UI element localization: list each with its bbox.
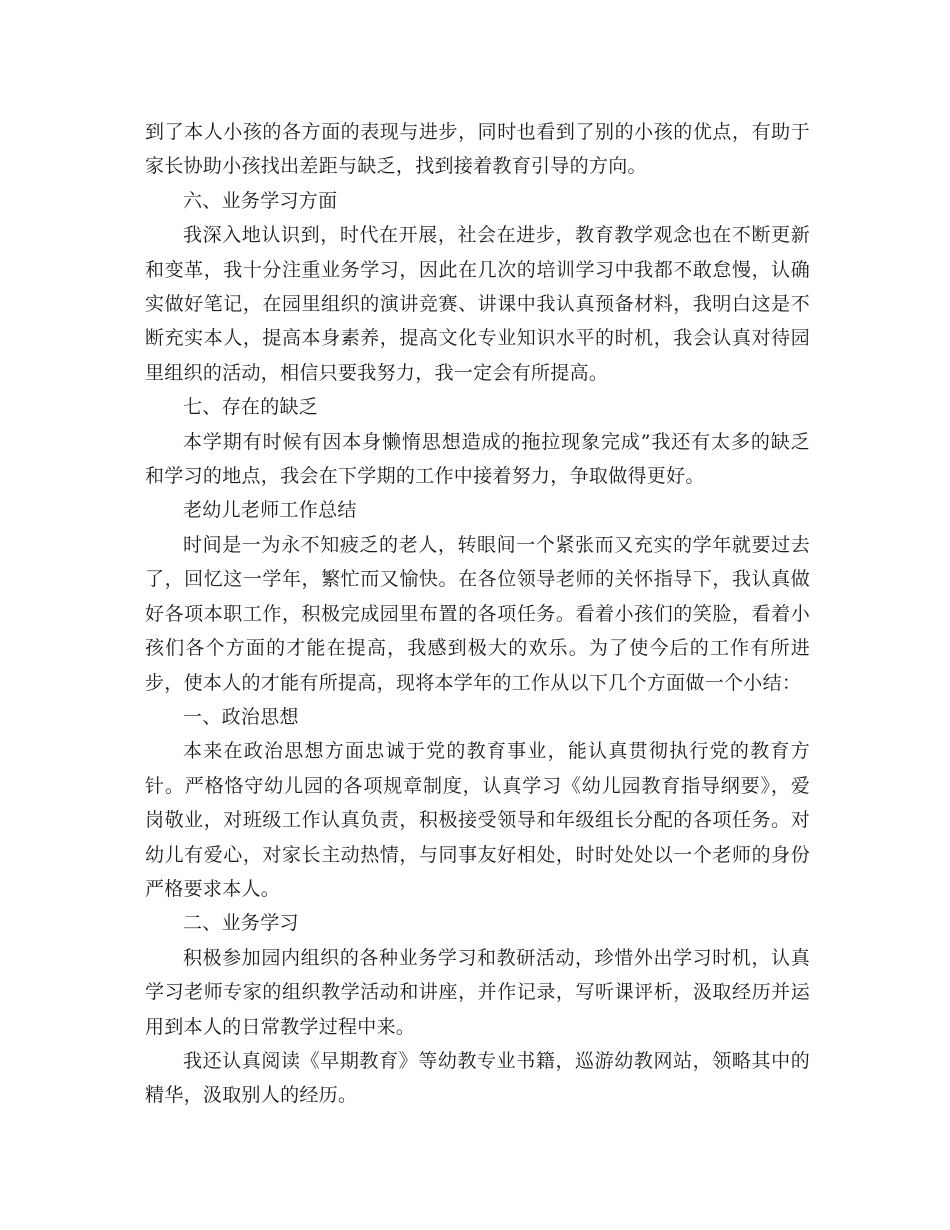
section-heading-shortcomings: 七、存在的缺乏 <box>183 396 319 419</box>
paragraph: 本来在政治思想方面忠诚于党的教育事业，能认真贯彻执行党的教育方针。严格恪守幼儿园的各项规章制度，认真学习《幼儿园教育指导纲要》，爱岗敬业，对班级工作认真负责，积极接受领导和年级组长分配的各项任务。对幼儿有爱心，对家长主动热情，与同事友好相处，时时处处以一个老师的身份严格要求本人。 <box>145 740 810 900</box>
section-heading-business-learning: 二、业务学习 <box>183 912 299 935</box>
paragraph: 我还认真阅读《早期教育》等幼教专业书籍，巡游幼教网站，领略其中的精华，汲取别人的经历。 <box>145 1049 810 1107</box>
paragraph-continuation: 到了本人小孩的各方面的表现与进步，同时也看到了别的小孩的优点，有助于家长协助小孩找出差距与缺乏，找到接着教育引导的方向。 <box>145 121 810 178</box>
document-subtitle: 老幼儿老师工作总结 <box>183 499 357 522</box>
paragraph: 时间是一为永不知疲乏的老人，转眼间一个紧张而又充实的学年就要过去了，回忆这一学年，繁忙而又愉快。在各位领导老师的关怀指导下，我认真做好各项本职工作，积极完成园里布置的各项任务。看着小孩们的笑脸，看着小孩们各个方面的才能在提高，我感到极大的欢乐。为了使今后的工作有所进步，使本人的才能有所提高，现将本学年的工作从以下几个方面做一个小结： <box>145 533 810 694</box>
paragraph: 本学期有时候有因本身懒惰思想造成的拖拉现象完成”我还有太多的缺乏和学习的地点，我会在下学期的工作中接着努力，争取做得更好。 <box>145 430 810 488</box>
paragraph: 积极参加园内组织的各种业务学习和教研活动，珍惜外出学习时机，认真学习老师专家的组织教学活动和讲座，并作记录，写听课评析，汲取经历并运用到本人的日常教学过程中来。 <box>145 946 810 1038</box>
section-heading-political-thought: 一、政治思想 <box>183 705 299 728</box>
section-heading-business-study: 六、业务学习方面 <box>183 189 338 212</box>
paragraph: 我深入地认识到，时代在开展，社会在进步，教育教学观念也在不断更新和变革，我十分注重业务学习，因此在几次的培训学习中我都不敢怠慢，认确实做好笔记，在园里组织的演讲竞赛、讲课中我认真预备材料，我明白这是不断充实本人，提高本身素养，提高文化专业知识水平的时机，我会认真对待园里组织的活动，相信只要我努力，我一定会有所提高。 <box>145 224 810 384</box>
document-body <box>145 115 810 1113</box>
